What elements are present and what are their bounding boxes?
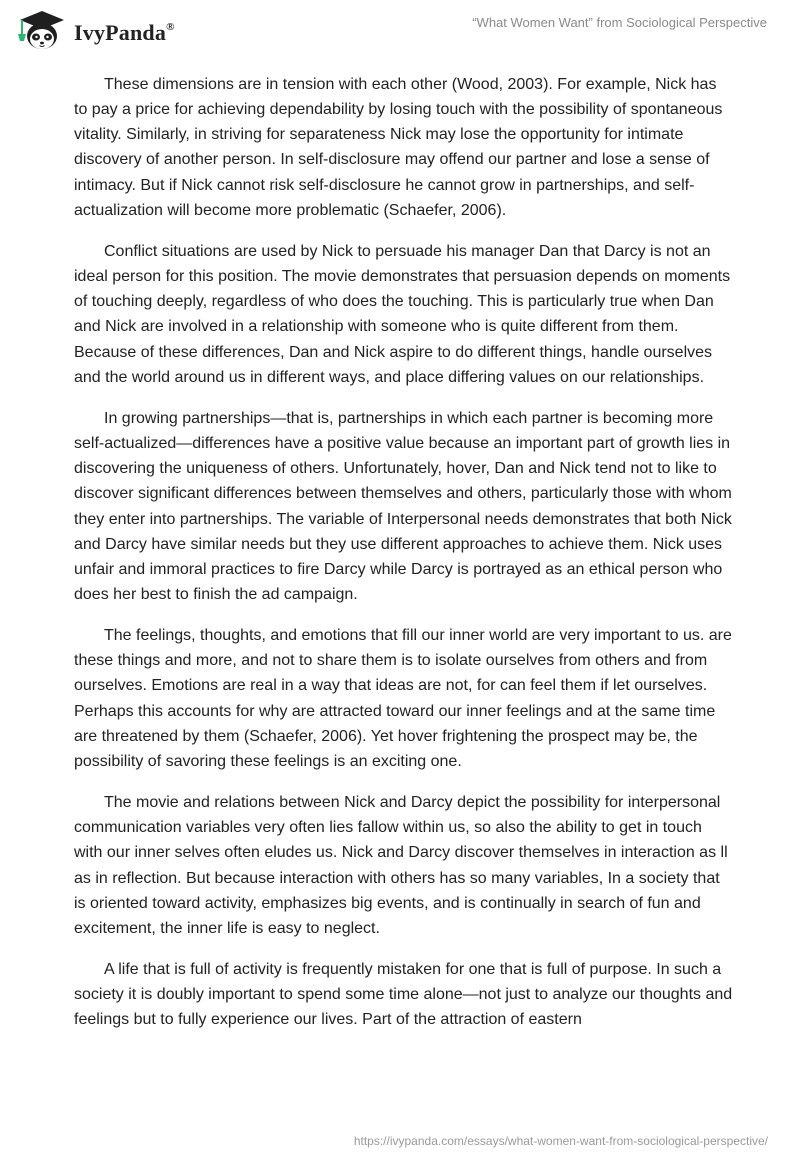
logo-text: IvyPanda bbox=[74, 20, 167, 45]
logo-registered-mark: ® bbox=[166, 20, 175, 33]
paragraph: In growing partnerships—that is, partnerships in which each partner is becoming more self-actualized—differences have a positive value because an important part of growth lies in discovering the uniqueness of others. Unfortunately, hover, Dan and Nick tend not to like to discover significant differences between themselves and others, particularly those with whom they enter into partnerships. The variable of Interpersonal needs demonstrates that both Nick and Darcy have similar needs but they use different approaches to achieve them. Nick uses unfair and immoral practices to fire Darcy while Darcy is portrayed as an ethical person who does her best to finish the ad campaign. bbox=[74, 409, 732, 603]
paragraph: The feelings, thoughts, and emotions that fill our inner world are very important to us. are these things and more, and not to share them is to isolate ourselves from others and from ourselves. Emotions are real in a way that ideas are not, for can feel them if let ourselves. Perhaps this accounts for why are attracted toward our inner feelings and at the same time are threatened by them (Schaefer, 2006). Yet hover frightening the prospect may be, the possibility of savoring these feelings is an exciting one. bbox=[74, 627, 732, 770]
panda-graduation-cap-icon bbox=[14, 8, 70, 54]
ivypanda-logo[interactable] bbox=[14, 8, 175, 54]
source-url-link[interactable]: https://ivypanda.com/essays/what-women-want-from-sociological-perspective/ bbox=[353, 1134, 768, 1148]
paragraph: The movie and relations between Nick and Darcy depict the possibility for interpersonal communication variables very often lies fallow within us, so also the ability to get in touch with our inner selves often eludes us. Nick and Darcy discover themselves in interaction as ll as in reflection. But because interaction with others has so many variables, In a society that is oriented toward activity, emphasizes big events, and is continually in search of fun and excitement, the inner life is easy to neglect. bbox=[74, 794, 728, 937]
essay-body bbox=[74, 72, 734, 1048]
logo-wordmark bbox=[74, 20, 175, 46]
document-title: “What Women Want” from Sociological Perspective bbox=[472, 15, 767, 30]
paragraph: A life that is full of activity is frequently mistaken for one that is full of purpose. In such a society it is doubly important to spend some time alone—not just to analyze our thoughts and feelings but to fully experience our lives. Part of the attraction of eastern bbox=[74, 961, 733, 1029]
paragraph: Conflict situations are used by Nick to persuade his manager Dan that Darcy is not an ideal person for this position. The movie demonstrates that persuasion depends on moments of touching deeply, regardless of who does the touching. This is particularly true when Dan and Nick are involved in a relationship with someone who is quite different from them. Because of these differences, Dan and Nick aspire to do different things, handle ourselves and the world around us in different ways, and place differing values on our relationships. bbox=[74, 242, 731, 386]
paragraph: These dimensions are in tension with each other (Wood, 2003). For example, Nick has to pay a price for achieving dependability by losing touch with the possibility of spontaneous vitality. Similarly, in striving for separateness Nick may lose the opportunity for intimate discovery of another person. In self-disclosure may offend our partner and lose a sense of intimacy. But if Nick cannot risk self-disclosure he cannot grow in partnerships, and self-actualization will become more problematic (Schaefer, 2006). bbox=[74, 76, 723, 219]
page-header bbox=[0, 0, 800, 60]
